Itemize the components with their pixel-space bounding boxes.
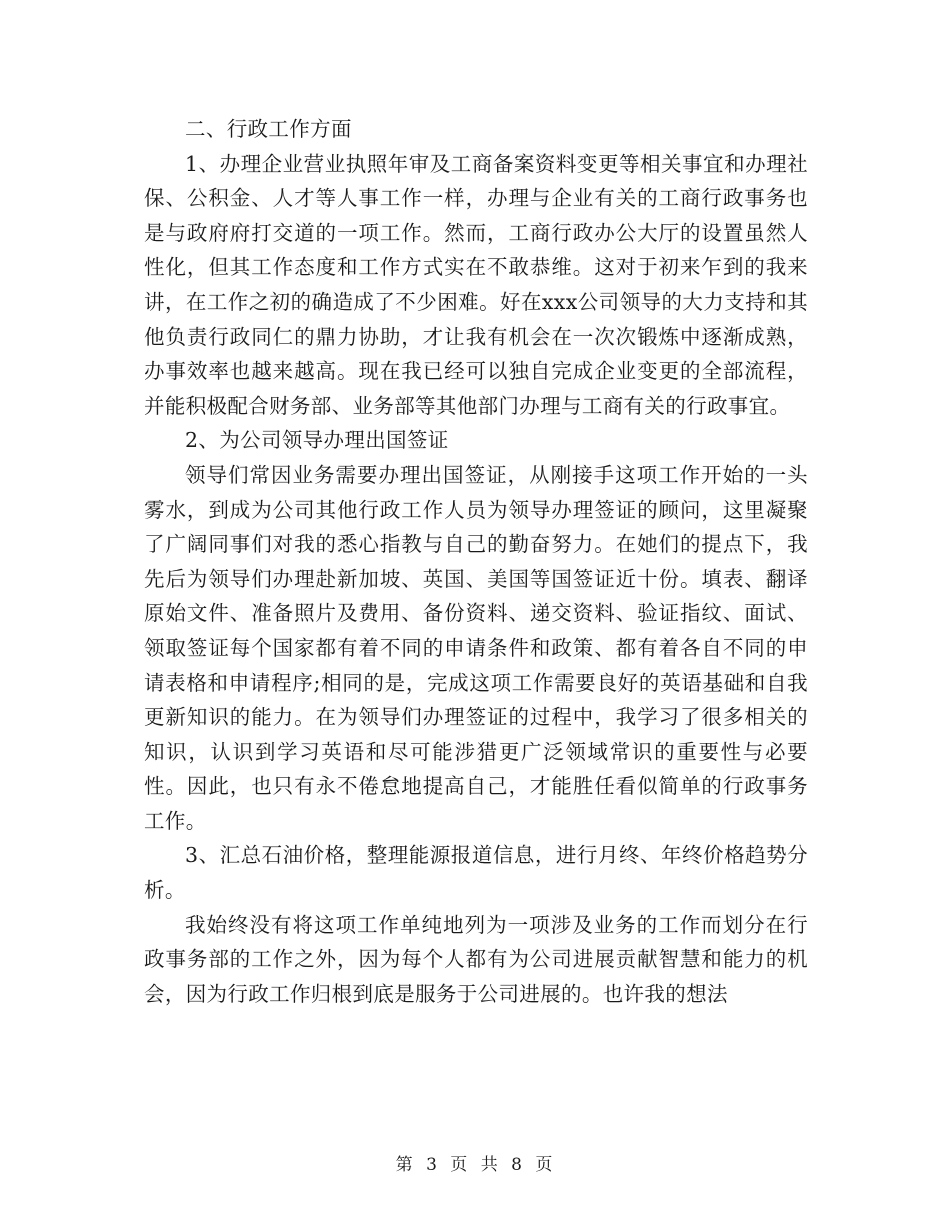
paragraph-item-2-heading: 2、为公司领导办理出国签证 <box>185 428 449 453</box>
paragraph-visa: 领导们常因业务需要办理出国签证，从刚接手这项工作开始的一头雾水，到成为公司其他行政工作人员为领导办理签证的顾问，这里凝聚了广阔同事们对我的悉心指教与自己的勤奋努力。在她们的提点下，我先后为领导们办理赴新加坡、英国、美国等国签证近十份。填表、翻译原始文件、准备照片及费用、备份资料、递交资料、验证指纹、面试、领取签证每个国家都有着不同的申请条件和政策、都有着各自不同的申请表格和申请程序;相同的是，完成这项工作需要良好的英语基础和自我更新知识的能力。在为领导们办理签证的过程中，我学习了很多相关的知识，认识到学习英语和尽可能涉猎更广泛领域常识的重要性与必要性。因此，也只有永不倦怠地提高自己，才能胜任看似简单的行政事务工作。 <box>144 462 808 833</box>
paragraph-item-3-heading: 3、汇总石油价格，整理能源报道信息，进行月终、年终价格趋势分析。 <box>144 843 808 903</box>
page-footer: 第 3 页 共 8 页 <box>395 1155 555 1175</box>
document-body <box>144 112 808 1011</box>
paragraph-oil-price: 我始终没有将这项工作单纯地列为一项涉及业务的工作而划分在行政事务部的工作之外，因为每个人都有为公司进展贡献智慧和能力的机会，因为行政工作归根到底是服务于公司进展的。也许我的想法 <box>144 912 808 1006</box>
section-heading: 二、行政工作方面 <box>185 117 352 141</box>
paragraph-item-1: 1、办理企业营业执照年审及工商备案资料变更等相关事宜和办理社保、公积金、人才等人事工作一样，办理与企业有关的工商行政事务也是与政府府打交道的一项工作。然而，工商行政办公大厅的设置虽然人性化，但其工作态度和工作方式实在不敢恭维。这对于初来乍到的我来讲，在工作之初的确造成了不少困难。好在xxx公司领导的大力支持和其他负责行政同仁的鼎力协助，才让我有机会在一次次锻炼中逐渐成熟，办事效率也越来越高。现在我已经可以独自完成企业变更的全部流程，并能积极配合财务部、业务部等其他部门办理与工商有关的行政事宜。 <box>144 151 808 418</box>
